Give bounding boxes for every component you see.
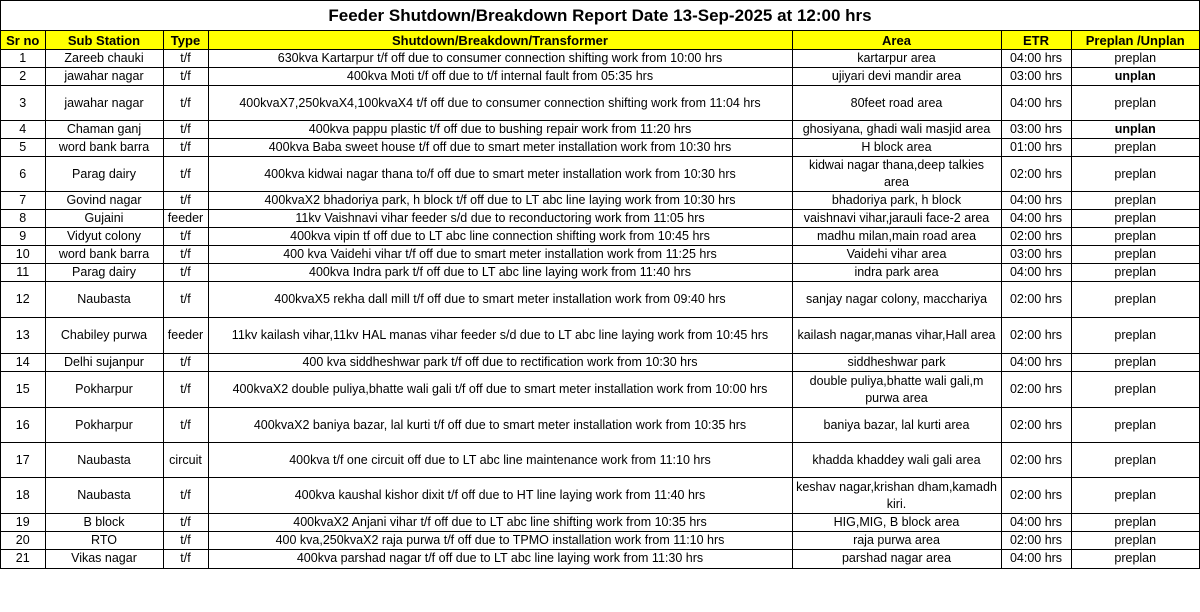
- col-header-sub-station: Sub Station: [45, 31, 163, 50]
- table-row: [1, 86, 1199, 121]
- header-row: [1, 31, 1199, 50]
- cell-etr: 04:00 hrs: [1001, 354, 1071, 372]
- cell-etr: 03:00 hrs: [1001, 121, 1071, 139]
- cell-etr: 04:00 hrs: [1001, 210, 1071, 228]
- table-row: [1, 264, 1199, 282]
- table-row: [1, 354, 1199, 372]
- cell-description: 11kv Vaishnavi vihar feeder s/d due to reconductoring work from 11:05 hrs: [208, 210, 792, 228]
- cell-type: t/f: [163, 246, 208, 264]
- cell-plan: preplan: [1071, 532, 1199, 550]
- cell-plan: preplan: [1071, 478, 1199, 514]
- cell-area: kailash nagar,manas vihar,Hall area: [792, 318, 1001, 354]
- table-row: [1, 550, 1199, 568]
- col-header-description: Shutdown/Breakdown/Transformer: [208, 31, 792, 50]
- cell-sub-station: Naubasta: [45, 282, 163, 318]
- cell-sr-no: 7: [1, 192, 45, 210]
- cell-type: t/f: [163, 121, 208, 139]
- cell-sub-station: Naubasta: [45, 478, 163, 514]
- cell-sr-no: 1: [1, 50, 45, 68]
- cell-sr-no: 17: [1, 443, 45, 478]
- cell-sr-no: 15: [1, 372, 45, 408]
- cell-sub-station: Delhi sujanpur: [45, 354, 163, 372]
- cell-area: 80feet road area: [792, 86, 1001, 121]
- cell-sr-no: 8: [1, 210, 45, 228]
- cell-plan: preplan: [1071, 514, 1199, 532]
- cell-area: madhu milan,main road area: [792, 228, 1001, 246]
- table-row: [1, 478, 1199, 514]
- cell-etr: 02:00 hrs: [1001, 532, 1071, 550]
- cell-etr: 02:00 hrs: [1001, 228, 1071, 246]
- cell-plan: preplan: [1071, 264, 1199, 282]
- cell-sub-station: Parag dairy: [45, 157, 163, 192]
- table-row: [1, 246, 1199, 264]
- cell-area: Vaidehi vihar area: [792, 246, 1001, 264]
- cell-area: HIG,MIG, B block area: [792, 514, 1001, 532]
- cell-description: 400kvaX2 double puliya,bhatte wali gali t/f off due to smart meter installation work from 10:00 hrs: [208, 372, 792, 408]
- cell-area: khadda khaddey wali gali area: [792, 443, 1001, 478]
- cell-plan: preplan: [1071, 443, 1199, 478]
- table-row: [1, 408, 1199, 443]
- cell-type: t/f: [163, 354, 208, 372]
- cell-type: t/f: [163, 139, 208, 157]
- table-row: [1, 228, 1199, 246]
- cell-plan: preplan: [1071, 246, 1199, 264]
- cell-sub-station: B block: [45, 514, 163, 532]
- cell-sr-no: 6: [1, 157, 45, 192]
- cell-etr: 03:00 hrs: [1001, 68, 1071, 86]
- cell-plan: preplan: [1071, 408, 1199, 443]
- cell-area: keshav nagar,krishan dham,kamadh kiri.: [792, 478, 1001, 514]
- cell-plan: preplan: [1071, 354, 1199, 372]
- cell-area: baniya bazar, lal kurti area: [792, 408, 1001, 443]
- cell-description: 400 kva siddheshwar park t/f off due to rectification work from 10:30 hrs: [208, 354, 792, 372]
- cell-etr: 02:00 hrs: [1001, 318, 1071, 354]
- cell-type: t/f: [163, 68, 208, 86]
- col-header-etr: ETR: [1001, 31, 1071, 50]
- cell-plan: unplan: [1071, 68, 1199, 86]
- cell-area: kidwai nagar thana,deep talkies area: [792, 157, 1001, 192]
- cell-description: 400kva pappu plastic t/f off due to bushing repair work from 11:20 hrs: [208, 121, 792, 139]
- cell-description: 400 kva,250kvaX2 raja purwa t/f off due to TPMO installation work from 11:10 hrs: [208, 532, 792, 550]
- cell-sub-station: Pokharpur: [45, 408, 163, 443]
- cell-sr-no: 11: [1, 264, 45, 282]
- cell-type: t/f: [163, 514, 208, 532]
- cell-sub-station: word bank barra: [45, 139, 163, 157]
- cell-type: t/f: [163, 264, 208, 282]
- cell-etr: 04:00 hrs: [1001, 514, 1071, 532]
- cell-sr-no: 20: [1, 532, 45, 550]
- cell-sub-station: Gujaini: [45, 210, 163, 228]
- cell-description: 11kv kailash vihar,11kv HAL manas vihar feeder s/d due to LT abc line laying work from 10:45 hrs: [208, 318, 792, 354]
- cell-etr: 04:00 hrs: [1001, 192, 1071, 210]
- cell-etr: 04:00 hrs: [1001, 550, 1071, 568]
- cell-description: 400kva Moti t/f off due to t/f internal fault from 05:35 hrs: [208, 68, 792, 86]
- cell-type: t/f: [163, 532, 208, 550]
- cell-sub-station: Govind nagar: [45, 192, 163, 210]
- cell-type: feeder: [163, 210, 208, 228]
- cell-plan: preplan: [1071, 210, 1199, 228]
- cell-description: 400kva kidwai nagar thana to/f off due to smart meter installation work from 10:30 hrs: [208, 157, 792, 192]
- cell-sr-no: 13: [1, 318, 45, 354]
- cell-plan: preplan: [1071, 139, 1199, 157]
- cell-type: t/f: [163, 86, 208, 121]
- cell-etr: 01:00 hrs: [1001, 139, 1071, 157]
- cell-plan: preplan: [1071, 50, 1199, 68]
- cell-sub-station: Zareeb chauki: [45, 50, 163, 68]
- cell-plan: preplan: [1071, 372, 1199, 408]
- cell-plan: preplan: [1071, 157, 1199, 192]
- report-title: Feeder Shutdown/Breakdown Report Date 13-Sep-2025 at 12:00 hrs: [1, 1, 1199, 31]
- cell-sr-no: 16: [1, 408, 45, 443]
- col-header-sr-no: Sr no: [1, 31, 45, 50]
- cell-area: raja purwa area: [792, 532, 1001, 550]
- cell-type: t/f: [163, 192, 208, 210]
- cell-sub-station: Chaman ganj: [45, 121, 163, 139]
- cell-description: 400kvaX2 Anjani vihar t/f off due to LT abc line shifting work from 10:35 hrs: [208, 514, 792, 532]
- cell-etr: 02:00 hrs: [1001, 157, 1071, 192]
- cell-description: 400kva vipin tf off due to LT abc line connection shifting work from 10:45 hrs: [208, 228, 792, 246]
- cell-plan: preplan: [1071, 318, 1199, 354]
- cell-description: 630kva Kartarpur t/f off due to consumer connection shifting work from 10:00 hrs: [208, 50, 792, 68]
- cell-sr-no: 2: [1, 68, 45, 86]
- table-row: [1, 121, 1199, 139]
- cell-description: 400kvaX5 rekha dall mill t/f off due to smart meter installation work from 09:40 hrs: [208, 282, 792, 318]
- table-row: [1, 139, 1199, 157]
- cell-type: feeder: [163, 318, 208, 354]
- cell-plan: unplan: [1071, 121, 1199, 139]
- cell-sub-station: Pokharpur: [45, 372, 163, 408]
- cell-etr: 03:00 hrs: [1001, 246, 1071, 264]
- cell-description: 400 kva Vaidehi vihar t/f off due to smart meter installation work from 11:25 hrs: [208, 246, 792, 264]
- cell-etr: 04:00 hrs: [1001, 86, 1071, 121]
- cell-sr-no: 14: [1, 354, 45, 372]
- table-row: [1, 50, 1199, 68]
- cell-plan: preplan: [1071, 86, 1199, 121]
- cell-etr: 02:00 hrs: [1001, 443, 1071, 478]
- cell-etr: 04:00 hrs: [1001, 50, 1071, 68]
- cell-description: 400kva Indra park t/f off due to LT abc line laying work from 11:40 hrs: [208, 264, 792, 282]
- cell-area: double puliya,bhatte wali gali,m purwa area: [792, 372, 1001, 408]
- cell-type: t/f: [163, 372, 208, 408]
- cell-etr: 02:00 hrs: [1001, 372, 1071, 408]
- cell-sr-no: 5: [1, 139, 45, 157]
- table-row: [1, 514, 1199, 532]
- table-row: [1, 68, 1199, 86]
- cell-area: bhadoriya park, h block: [792, 192, 1001, 210]
- cell-sub-station: Vidyut colony: [45, 228, 163, 246]
- table-row: [1, 443, 1199, 478]
- cell-sr-no: 19: [1, 514, 45, 532]
- cell-area: indra park area: [792, 264, 1001, 282]
- cell-sr-no: 18: [1, 478, 45, 514]
- cell-sr-no: 10: [1, 246, 45, 264]
- table-row: [1, 318, 1199, 354]
- cell-plan: preplan: [1071, 550, 1199, 568]
- cell-area: sanjay nagar colony, macchariya: [792, 282, 1001, 318]
- cell-area: ghosiyana, ghadi wali masjid area: [792, 121, 1001, 139]
- cell-sub-station: jawahar nagar: [45, 68, 163, 86]
- cell-sr-no: 9: [1, 228, 45, 246]
- table-row: [1, 192, 1199, 210]
- cell-sub-station: Parag dairy: [45, 264, 163, 282]
- cell-etr: 02:00 hrs: [1001, 478, 1071, 514]
- cell-description: 400kvaX7,250kvaX4,100kvaX4 t/f off due to consumer connection shifting work from 11:04 hrs: [208, 86, 792, 121]
- cell-description: 400kva parshad nagar t/f off due to LT abc line laying work from 11:30 hrs: [208, 550, 792, 568]
- cell-sr-no: 21: [1, 550, 45, 568]
- cell-area: H block area: [792, 139, 1001, 157]
- cell-plan: preplan: [1071, 282, 1199, 318]
- table-row: [1, 210, 1199, 228]
- table-row: [1, 372, 1199, 408]
- cell-sr-no: 3: [1, 86, 45, 121]
- cell-sub-station: Vikas nagar: [45, 550, 163, 568]
- cell-type: t/f: [163, 228, 208, 246]
- cell-sub-station: RTO: [45, 532, 163, 550]
- table-row: [1, 157, 1199, 192]
- col-header-plan: Preplan /Unplan: [1071, 31, 1199, 50]
- cell-type: t/f: [163, 157, 208, 192]
- cell-area: siddheshwar park: [792, 354, 1001, 372]
- col-header-type: Type: [163, 31, 208, 50]
- cell-area: parshad nagar area: [792, 550, 1001, 568]
- cell-type: t/f: [163, 478, 208, 514]
- cell-description: 400kva t/f one circuit off due to LT abc line maintenance work from 11:10 hrs: [208, 443, 792, 478]
- cell-area: ujiyari devi mandir area: [792, 68, 1001, 86]
- cell-type: t/f: [163, 550, 208, 568]
- cell-sub-station: word bank barra: [45, 246, 163, 264]
- cell-type: t/f: [163, 282, 208, 318]
- cell-etr: 04:00 hrs: [1001, 264, 1071, 282]
- table-row: [1, 282, 1199, 318]
- cell-etr: 02:00 hrs: [1001, 408, 1071, 443]
- report-table: [1, 31, 1199, 568]
- cell-sub-station: jawahar nagar: [45, 86, 163, 121]
- cell-area: vaishnavi vihar,jarauli face-2 area: [792, 210, 1001, 228]
- cell-description: 400kva Baba sweet house t/f off due to smart meter installation work from 10:30 hrs: [208, 139, 792, 157]
- cell-type: circuit: [163, 443, 208, 478]
- cell-description: 400kvaX2 bhadoriya park, h block t/f off due to LT abc line laying work from 10:30 hrs: [208, 192, 792, 210]
- cell-sub-station: Naubasta: [45, 443, 163, 478]
- cell-sr-no: 12: [1, 282, 45, 318]
- cell-etr: 02:00 hrs: [1001, 282, 1071, 318]
- table-row: [1, 532, 1199, 550]
- cell-sr-no: 4: [1, 121, 45, 139]
- cell-plan: preplan: [1071, 228, 1199, 246]
- cell-description: 400kva kaushal kishor dixit t/f off due to HT line laying work from 11:40 hrs: [208, 478, 792, 514]
- cell-plan: preplan: [1071, 192, 1199, 210]
- cell-area: kartarpur area: [792, 50, 1001, 68]
- col-header-area: Area: [792, 31, 1001, 50]
- cell-type: t/f: [163, 50, 208, 68]
- cell-description: 400kvaX2 baniya bazar, lal kurti t/f off due to smart meter installation work from 10:35 hrs: [208, 408, 792, 443]
- cell-type: t/f: [163, 408, 208, 443]
- cell-sub-station: Chabiley purwa: [45, 318, 163, 354]
